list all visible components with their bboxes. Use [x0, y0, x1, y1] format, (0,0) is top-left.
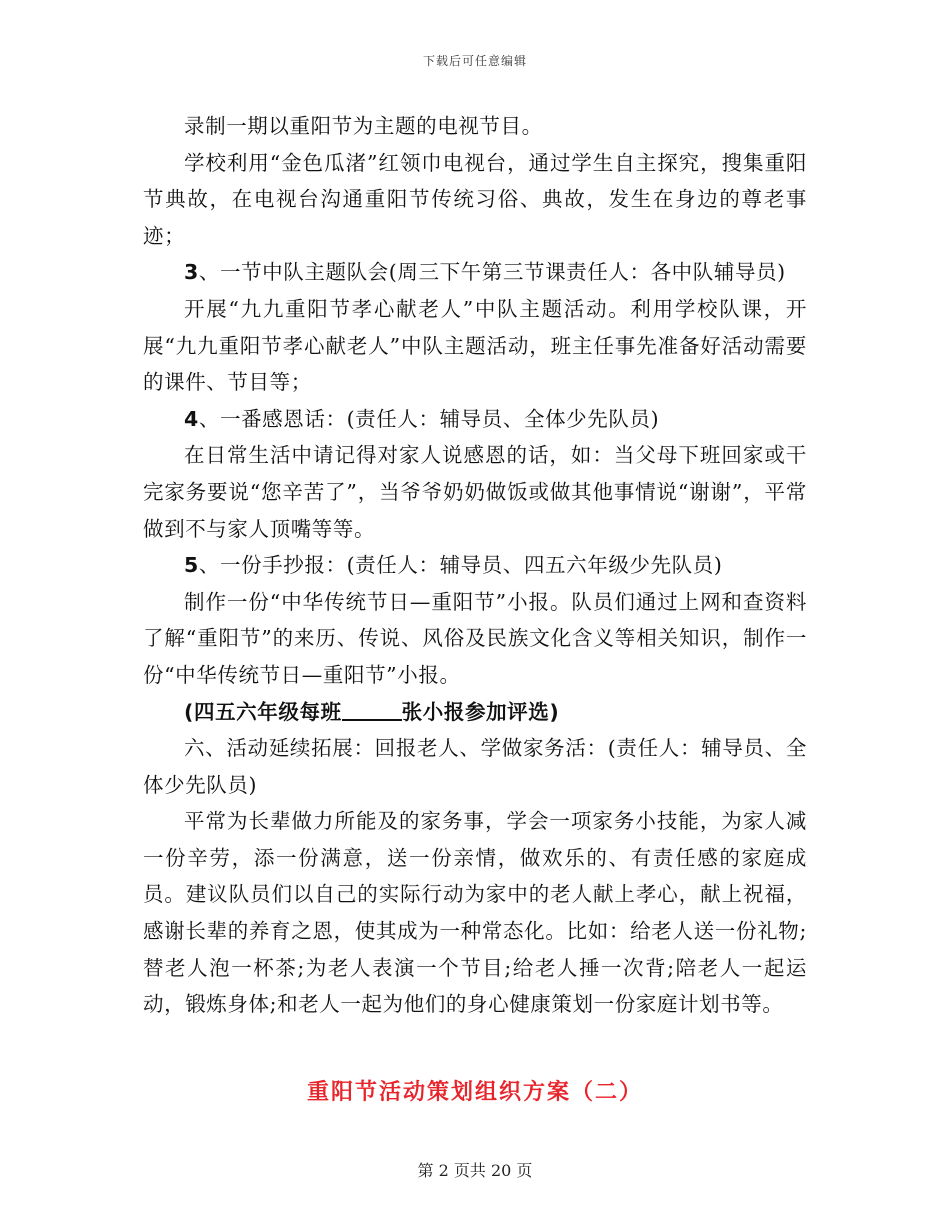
section-title: 重阳节活动策划组织方案（二） [306, 1080, 643, 1105]
paragraph: 开展“九九重阳节孝心献老人”中队主题活动。利用学校队课，开展“九九重阳节孝心献老人”中队主题活动，班主任事先准备好活动需要的课件、节目等； [143, 296, 807, 395]
bold-note [143, 694, 807, 731]
heading-text: 、一份手抄报：(责任人：辅导员、四五六年级少先队员) [198, 553, 723, 578]
document-body [143, 108, 807, 1023]
paragraph: 在日常生活中请记得对家人说感恩的话，如：当父母下班回家或干完家务要说“您辛苦了”，当爷爷奶奶做饭或做其他事情说“谢谢”，平常做到不与家人顶嘴等等。 [143, 443, 807, 541]
heading-text: 、一节中队主题队会(周三下午第三节课责任人：各中队辅导员) [198, 260, 786, 285]
section-heading [143, 254, 807, 291]
paragraph: 录制一期以重阳节为主题的电视节目。 [184, 114, 543, 138]
section-heading [143, 401, 807, 438]
heading-number: 5 [184, 553, 199, 578]
bold-note-after: 张小报参加评选) [401, 699, 560, 724]
paragraph: 平常为长辈做力所能及的家务事，学会一项家务小技能，为家人减一份辛劳，添一份满意，送一份亲情，做欢乐的、有责任感的家庭成员。建议队员们以自己的实际行动为家中的老人献上孝心，献上祝福，感谢长辈的养育之恩，使其成为一种常态化。比如：给老人送一份礼物;替老人泡一杯茶;为老人表演一个节目;给老人捶一次背;陪老人一起运动，锻炼身体;和老人一起为他们的身心健康策划一份家庭计划书等。 [143, 809, 807, 1017]
bold-note-before: (四五六年级每班 [184, 699, 342, 724]
heading-number: 4 [184, 406, 199, 431]
page-footer: 第 2 页共 20 页 [417, 1161, 533, 1180]
paragraph: 制作一份“中华传统节日—重阳节”小报。队员们通过上网和查资料了解“重阳节”的来历、传说、风俗及民族文化含义等相关知识，制作一份“中华传统节日—重阳节”小报。 [143, 589, 807, 687]
paragraph: 学校利用“金色瓜渚”红领巾电视台，通过学生自主探究，搜集重阳节典故，在电视台沟通重阳节传统习俗、典故，发生在身边的尊老事迹； [143, 150, 807, 248]
heading-text: 、一番感恩话：(责任人：辅导员、全体少先队员) [198, 406, 660, 431]
section-heading [143, 547, 807, 584]
paragraph: 六、活动延续拓展：回报老人、学做家务活：(责任人：辅导员、全体少先队员) [143, 736, 807, 797]
heading-number: 3 [184, 260, 199, 285]
fill-blank [342, 698, 402, 721]
page-header: 下载后可任意编辑 [422, 54, 527, 68]
